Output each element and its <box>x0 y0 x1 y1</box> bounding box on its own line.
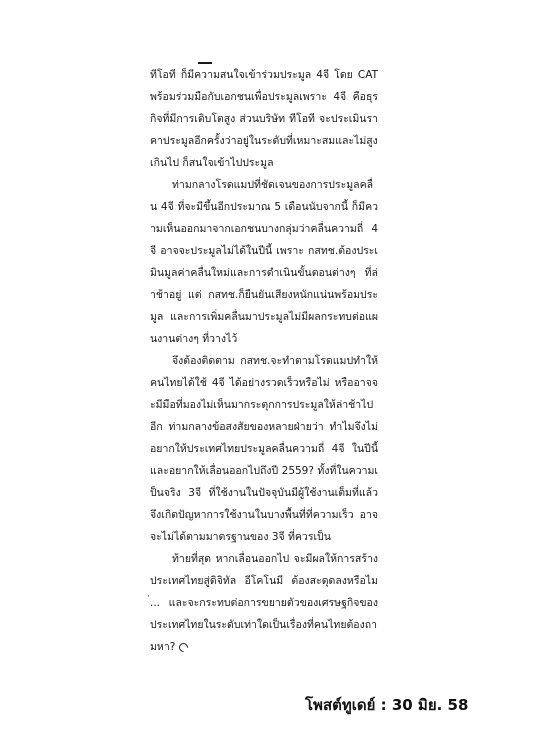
article-paragraph-4 <box>150 548 378 658</box>
article-paragraph-4-text: ท้ายที่สุด หากเลื่อนออกไป จะมีผลให้การสร้างประเทศไทยสู่ดิจิทัล อีโคโนมี ต้องสะดุดลงหรือไม่... และจะกระทบต่อการขยายตัวของเศรษฐกิจของประเทศไทยในระดับเท่าใดเป็นเรื่องที่คนไทยต้องถามหา? <box>150 553 378 653</box>
end-of-article-icon <box>177 641 190 654</box>
article-column <box>150 64 378 658</box>
source-credit: โพสต์ทูเดย์ : 30 มิย. 58 <box>305 696 469 714</box>
article-paragraph-3: จึงต้องติดตาม กสทช.จะทำตามโรดแมปทำให้คนไทยได้ใช้ 4จี ได้อย่างรวดเร็วหรือไม่ หรืออาจจะมีมือที่มองไม่เห็นมากระตุกการประมูลให้ล่าช้าไปอีก ท่ามกลางข้อสงสัยของหลายฝ่ายว่า ทำไมจึงไม่อยากให้ประเทศไทยประมูลคลื่นความถี่ 4จี ในปีนี้ และอยากให้เลื่อนออกไปถึงปี 2559? ทั้งที่ในความเป็นจริง 3จี ที่ใช้งานในปัจจุบันมีผู้ใช้งานเต็มที่แล้ว จึงเกิดปัญหาการใช้งานในบางพื้นที่ที่ความเร็ว อาจจะไม่ได้ตามมาตรฐานของ 3จี ที่ควรเป็น <box>150 355 378 543</box>
article-paragraph-2: ท่ามกลางโรดแมปที่ชัดเจนของการประมูลคลื่น 4จี ที่จะมีขึ้นอีกประมาณ 5 เดือนนับจากนี้ ก็มีความเห็นออกมาจากเอกชนบางกลุ่มว่าคลื่นความถี่ 4จี อาจจะประมูลไม่ได้ในปีนี้ เพราะ กสทช.ต้องประเมินมูลค่าคลื่นใหม่และการดำเนินขั้นตอนต่างๆ ที่ล่าช้าอยู่ แต่ กสทช.ก็ยืนยันเสียงหนักแน่นพร้อมประมูล และการเพิ่มคลื่นมาประมูลไม่มีผลกระทบต่อแผนงานต่างๆ ที่วางไว้ <box>150 179 378 345</box>
article-paragraph-1: ทีโอที ก็มีความสนใจเข้าร่วมประมูล 4จี โดย CAT พร้อมร่วมมือกับเอกชนเพื่อประมูลเพราะ 4จี คือธุรกิจที่มีการเติบโตสูง ส่วนบริษัท ทีโอที จะประเมินราคาประมูลอีกครั้งว่าอยู่ในระดับที่เหมาะสมและไม่สูงเกินไป ก็สนใจเข้าไปประมูล <box>150 69 378 169</box>
